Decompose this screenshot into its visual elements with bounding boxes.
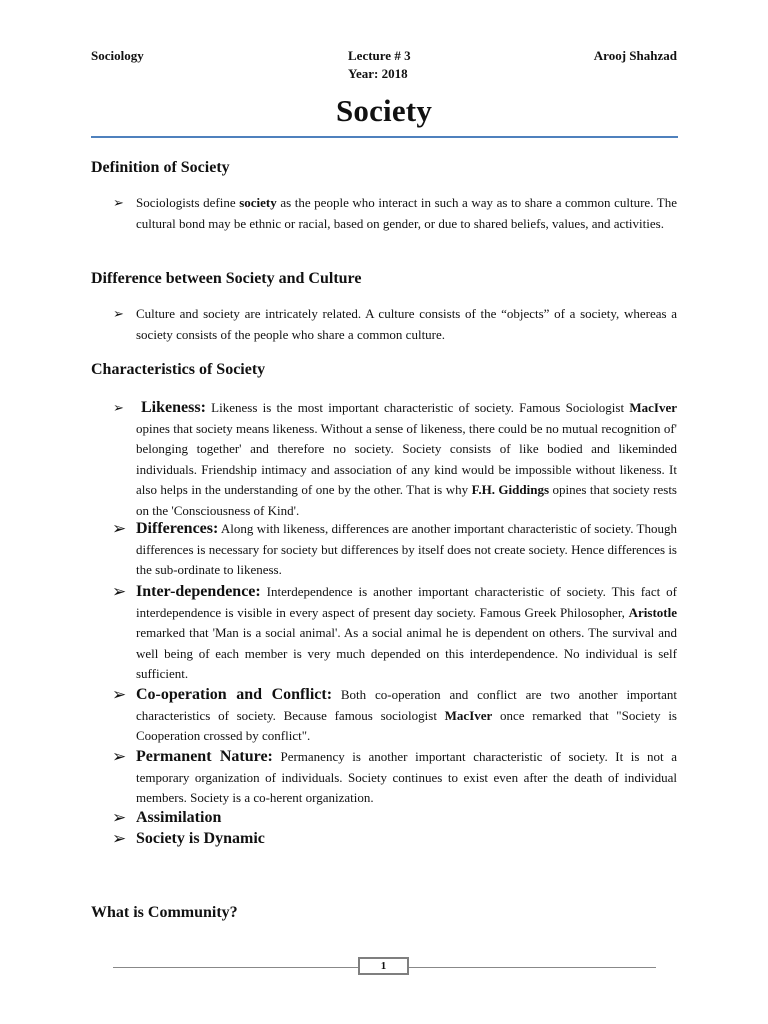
- difference-paragraph: Culture and society are intricately related. A culture consists of the “objects” of a society, whereas a society consists of the people who share a common culture.: [136, 306, 677, 342]
- characteristic-cooperation: Co-operation and Conflict: Both co-operation and conflict are two another important characteristics of society. Because famous sociologist MacIver once remarked that "Society is Cooperation crossed by conflict".: [136, 686, 677, 744]
- characteristic-assimilation: Assimilation: [136, 809, 222, 826]
- arrow-bullet-icon: ➢: [112, 582, 127, 601]
- header-lecture-block: [348, 47, 411, 83]
- title-underline: [91, 136, 678, 138]
- header-lecture: Lecture # 3: [348, 48, 411, 63]
- header-year: Year: 2018: [348, 66, 408, 81]
- arrow-bullet-icon: ➢: [112, 519, 127, 538]
- arrow-bullet-icon: ➢: [113, 400, 124, 415]
- header-author: Arooj Shahzad: [593, 48, 677, 63]
- characteristic-permanent: Permanent Nature: Permanency is another important characteristic of society. It is not a temporary organization of individuals. Society continues to exist even after the death of individual members. Society is a co-herent organization.: [136, 748, 677, 806]
- arrow-bullet-icon: ➢: [112, 747, 127, 766]
- arrow-bullet-icon: ➢: [112, 829, 127, 848]
- definition-paragraph: Sociologists define society as the people who interact in such a way as to share a common culture. The cultural bond may be ethnic or racial, based on gender, or due to shared beliefs, values, and activities.: [136, 195, 678, 231]
- characteristic-interdependence: Inter-dependence: Interdependence is another important characteristic of society. This fact of interdependence is visible in every aspect of present day society. Famous Greek Philosopher, Aristotle remarked that 'Man is a social animal'. As a social animal he is dependent on others. The survival and well being of each member is very much depended on this interdependence. No individual is self sufficient.: [136, 583, 677, 682]
- heading-community: What is Community?: [91, 904, 238, 921]
- page-number: 1: [358, 957, 409, 975]
- header-subject: Sociology: [91, 48, 144, 63]
- characteristic-differences: Differences: Along with likeness, differences are another important characteristic of society. Though differences is necessary for society but differences by itself does not create society. Hence differences is the sub-ordinate to likeness.: [136, 520, 677, 578]
- footer-rule-right: [409, 967, 656, 968]
- characteristic-likeness: Likeness: Likeness is the most important characteristic of society. Famous Sociologist MacIver opines that society means likeness. Without a sense of likeness, there could be no mutual recognition of' belonging together' and therefore no society. Society consists of like bodied and likeminded individuals. Friendship intimacy and association of any kind would be impossible without likeness. It also helps in the understanding of one by the other. That is why F.H. Giddings opines that society rests on the 'Consciousness of Kind'.: [136, 399, 677, 518]
- arrow-bullet-icon: ➢: [113, 306, 124, 321]
- heading-characteristics: Characteristics of Society: [91, 361, 266, 378]
- bold-term-society: society: [239, 195, 277, 210]
- heading-difference: Difference between Society and Culture: [91, 270, 362, 287]
- page-title: Society: [335, 93, 433, 128]
- heading-definition: Definition of Society: [91, 159, 230, 176]
- arrow-bullet-icon: ➢: [113, 195, 124, 210]
- footer-rule-left: [113, 967, 358, 968]
- characteristic-dynamic: Society is Dynamic: [136, 830, 265, 847]
- arrow-bullet-icon: ➢: [112, 808, 127, 827]
- arrow-bullet-icon: ➢: [112, 685, 127, 704]
